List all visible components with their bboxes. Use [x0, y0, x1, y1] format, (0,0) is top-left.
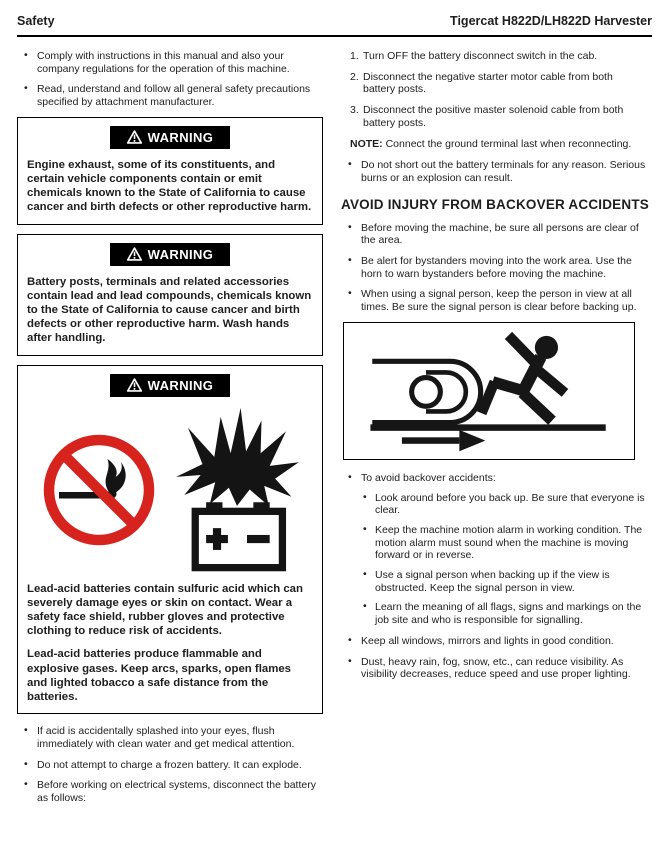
bullet-item: • When using a signal person, keep the person in view at all times. Be sure the signal person is clear before backing up.	[341, 288, 652, 313]
avoid-intro-text: To avoid backover accidents:	[361, 471, 496, 484]
battery-handling-list	[17, 725, 323, 805]
sub-bullet-item: • Use a signal person when backing up if the view is obstructed. Keep the signal person in view.	[361, 569, 652, 594]
two-column-body	[17, 50, 652, 813]
warning-triangle-icon	[127, 378, 142, 392]
page-header	[17, 8, 652, 37]
bullet-item: • Do not short out the battery terminals for any reason. Serious burns or an explosion can result.	[341, 159, 652, 184]
sub-bullet-item: • Look around before you back up. Be sure that everyone is clear.	[361, 492, 652, 517]
backover-precautions-list	[341, 222, 652, 314]
warning-header	[110, 243, 230, 266]
short-circuit-list	[341, 159, 652, 184]
bullet-item: • Dust, heavy rain, fog, snow, etc., can reduce visibility. As visibility decreases, reduce speed and use proper lighting.	[341, 656, 652, 681]
step-number: 2.	[350, 70, 359, 83]
warning-triangle-icon	[127, 130, 142, 144]
section-heading-backover: AVOID INJURY FROM BACKOVER ACCIDENTS	[341, 196, 649, 212]
warning-text: Engine exhaust, some of its constituents, and certain vehicle components contain or emit chemicals known to the State of California to cause cancer and birth defects or other reproductive harm.	[27, 158, 312, 214]
bullet-item: • Before working on electrical systems, disconnect the battery as follows:	[17, 779, 323, 804]
bullet-item: • Do not attempt to charge a frozen battery. It can explode.	[17, 759, 323, 772]
note-label: NOTE:	[350, 137, 383, 150]
step-text: Disconnect the positive master solenoid cable from both battery posts.	[363, 104, 624, 129]
step-text: Turn OFF the battery disconnect switch in the cab.	[363, 50, 598, 62]
left-column	[17, 50, 323, 813]
warning-header	[110, 374, 230, 397]
warning-text: Lead-acid batteries produce flammable and explosive gases. Keep arcs, sparks, open flames and lighted tobacco a safe distance from the batteries.	[27, 648, 292, 704]
warning-text: Lead-acid batteries contain sulfuric acid which can severely damage eyes or skin on contact. Wear a safety face shield, rubber gloves and protective clothing to reduce risk of accidents.	[27, 582, 303, 638]
numbered-step	[341, 50, 652, 63]
backover-pictogram	[363, 328, 615, 454]
note-text: Connect the ground terminal last when reconnecting.	[382, 137, 632, 150]
bullet-item: • If acid is accidentally splashed into your eyes, flush immediately with clean water and get medical attention.	[17, 725, 323, 750]
step-text: Disconnect the negative starter motor cable from both battery posts.	[363, 70, 613, 96]
bullet-item: • Be alert for bystanders moving into the work area. Use the horn to warn bystanders before moving the machine.	[341, 255, 652, 280]
step-number: 3.	[350, 104, 359, 117]
header-section-label: Safety	[17, 14, 55, 28]
exploding-battery-icon	[173, 406, 301, 574]
bullet-item: • Read, understand and follow all general safety precautions specified by attachment manufacturer.	[17, 83, 323, 108]
warning-box-battery	[17, 365, 323, 715]
sub-bullet-item: • Learn the meaning of all flags, signs and markings on the job site and who is responsible for signalling.	[361, 601, 652, 626]
bullet-item	[341, 472, 652, 627]
no-open-flames-icon	[39, 430, 159, 550]
general-safety-list	[17, 50, 323, 109]
warning-triangle-icon	[127, 247, 142, 261]
warning-label: WARNING	[147, 377, 214, 393]
note-paragraph	[350, 138, 652, 151]
bullet-item: • Keep all windows, mirrors and lights in good condition.	[341, 635, 652, 648]
avoid-backover-list	[341, 472, 652, 681]
backover-pictogram-box	[343, 322, 635, 460]
numbered-step	[341, 104, 652, 129]
battery-disconnect-steps	[341, 50, 652, 130]
step-number: 1.	[350, 50, 359, 62]
bullet-item: • Before moving the machine, be sure all persons are clear of the area.	[341, 222, 652, 247]
sub-bullet-item: • Keep the machine motion alarm in working condition. The motion alarm must sound when the machine is moving forward or in reverse.	[361, 524, 652, 562]
warning-header	[110, 126, 230, 149]
warning-text: Battery posts, terminals and related accessories contain lead and lead compounds, chemicals known to the State of California to cause cancer and birth defects or other reproductive harm. Wash hands after handling.	[27, 275, 312, 345]
warning-box-engine-exhaust	[17, 117, 323, 225]
header-title: Tigercat H822D/LH822D Harvester	[450, 14, 652, 28]
warning-label: WARNING	[147, 129, 214, 145]
numbered-step	[341, 71, 652, 96]
bullet-item: • Comply with instructions in this manual and also your company regulations for the operation of this machine.	[17, 50, 323, 75]
warning-pictograms	[27, 406, 313, 574]
warning-box-lead	[17, 234, 323, 356]
right-column	[341, 50, 652, 813]
warning-label: WARNING	[147, 246, 214, 262]
avoid-backover-sublist	[361, 492, 652, 627]
